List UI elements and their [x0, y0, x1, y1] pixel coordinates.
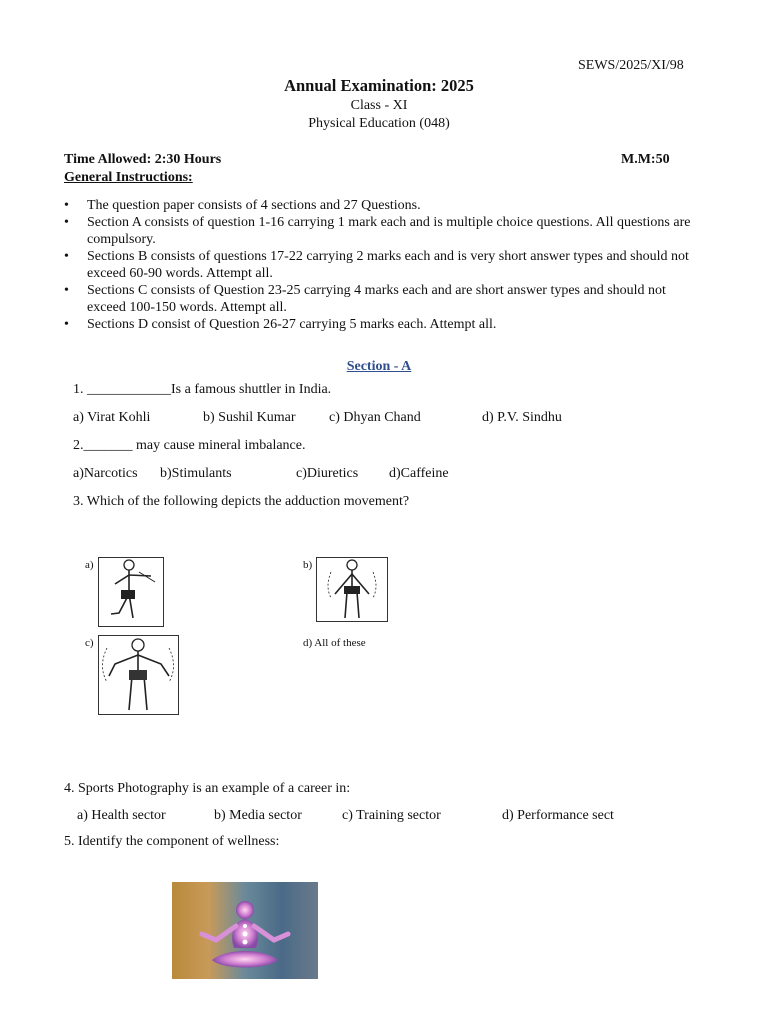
q2-option-c: c)Diuretics: [296, 466, 359, 481]
q1-option-d: d) P.V. Sindhu: [482, 410, 562, 425]
max-marks: M.M:50: [621, 152, 670, 167]
adduction-figure-c: [98, 635, 179, 715]
time-allowed: Time Allowed: 2:30 Hours: [64, 152, 222, 167]
document-code: SEWS/2025/XI/98: [578, 58, 684, 73]
instruction-item: • Sections B consists of questions 17-22 carrying 2 marks each and is very short answer types and should not exceed 60-90 words. Attempt all.: [64, 248, 704, 282]
instructions-heading: General Instructions:: [64, 170, 193, 185]
instruction-item: • Section A consists of question 1-16 carrying 1 mark each and is multiple choice questions. All questions are compulsory.: [64, 214, 704, 248]
wellness-meditation-image: [172, 882, 318, 979]
exam-title: Annual Examination: 2025: [284, 76, 474, 95]
question-1: 1. ____________Is a famous shuttler in India.: [73, 382, 332, 397]
fig-b-label: b): [303, 559, 313, 571]
adduction-figure-a: [98, 557, 164, 627]
question-4: 4. Sports Photography is an example of a career in:: [64, 781, 351, 796]
fig-d-label: d) All of these: [303, 637, 366, 649]
question-3: 3. Which of the following depicts the adduction movement?: [73, 494, 410, 509]
q4-option-b: b) Media sector: [214, 808, 302, 823]
fig-c-label: c): [85, 637, 94, 649]
q2-option-d: d)Caffeine: [389, 466, 449, 481]
q4-option-c: c) Training sector: [342, 808, 441, 823]
q1-option-a: a) Virat Kohli: [73, 410, 151, 425]
q4-option-d: d) Performance sect: [502, 808, 614, 823]
q2-option-a: a)Narcotics: [73, 466, 138, 481]
adduction-figure-b: [316, 557, 388, 622]
class-label: Class - XI: [350, 98, 408, 113]
q4-option-a: a) Health sector: [77, 808, 166, 823]
q1-option-c: c) Dhyan Chand: [329, 410, 421, 425]
instructions-list: [64, 197, 704, 333]
section-a-heading: Section - A: [346, 359, 412, 374]
q1-option-b: b) Sushil Kumar: [203, 410, 296, 425]
instruction-item: • Sections D consist of Question 26-27 carrying 5 marks each. Attempt all.: [64, 316, 704, 333]
question-2: 2._______ may cause mineral imbalance.: [73, 438, 306, 453]
fig-a-label: a): [85, 559, 94, 571]
instruction-item: • The question paper consists of 4 sections and 27 Questions.: [64, 197, 704, 214]
instruction-item: • Sections C consists of Question 23-25 carrying 4 marks each and are short answer types and should not exceed 100-150 words. Attempt all.: [64, 282, 704, 316]
q2-option-b: b)Stimulants: [160, 466, 232, 481]
subject-label: Physical Education (048): [308, 116, 450, 131]
question-5: 5. Identify the component of wellness:: [64, 834, 280, 849]
